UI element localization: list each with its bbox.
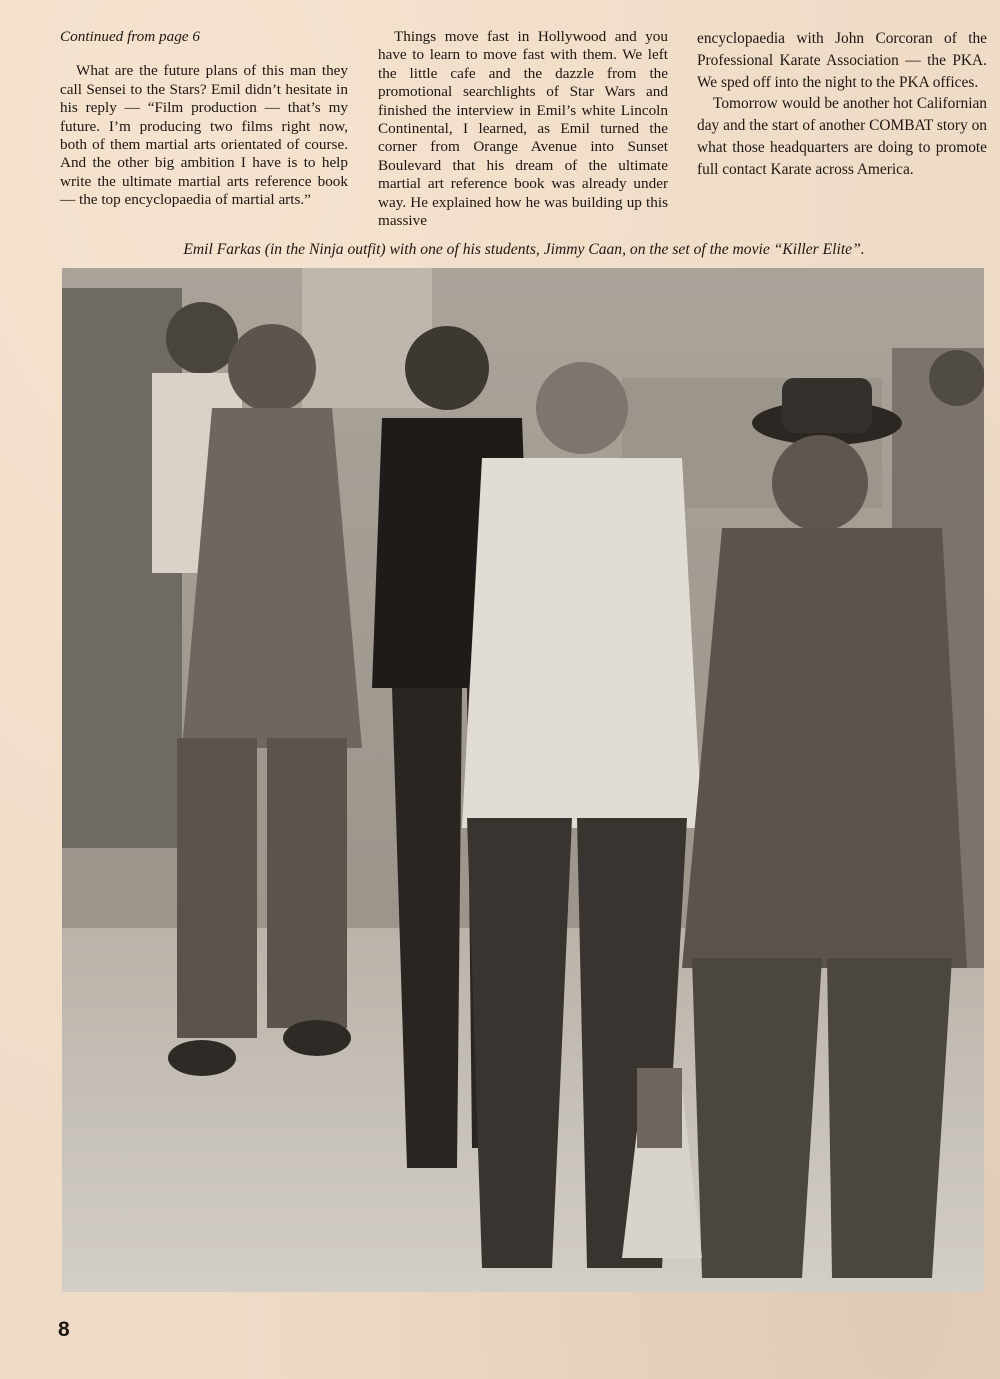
page-number: 8 xyxy=(58,1318,70,1341)
photograph xyxy=(62,268,984,1292)
text-column-2 xyxy=(378,28,668,230)
paragraph: Tomorrow would be another hot Californian day and the start of another COMBAT story on what those headquarters are doing to promote full contact Karate across America. xyxy=(697,95,987,178)
text-column-3 xyxy=(697,28,987,181)
paragraph: What are the future plans of this man they call Sensei to the Stars? Emil didn’t hesitate in his reply — “Film production — that’s my future. I’m producing two films right now, both of them martial arts orientated of course. And the other big ambition I have is to help write the ultimate martial arts reference book — the top encyclopaedia of martial arts.” xyxy=(60,62,348,209)
paragraph: encyclopaedia with John Corcoran of the Professional Karate Association — the PKA. We sped off into the night to the PKA offices. xyxy=(697,30,987,91)
text-column-1 xyxy=(60,28,348,210)
continued-note: Continued from page 6 xyxy=(60,28,200,45)
photo-caption: Emil Farkas (in the Ninja outfit) with one of his students, Jimmy Caan, on the set of the movie “Killer Elite”. xyxy=(183,241,865,258)
paragraph: Things move fast in Hollywood and you have to learn to move fast with them. We left the little cafe and the dazzle from the promotional searchlights of Star Wars and finished the interview in Emil’s white Lincoln Continental, I learned, as Emil turned the corner from Orange Avenue into Sunset Boulevard that his dream of the ultimate martial art reference book was already under way. He explained how he was building up this massive xyxy=(378,28,668,230)
